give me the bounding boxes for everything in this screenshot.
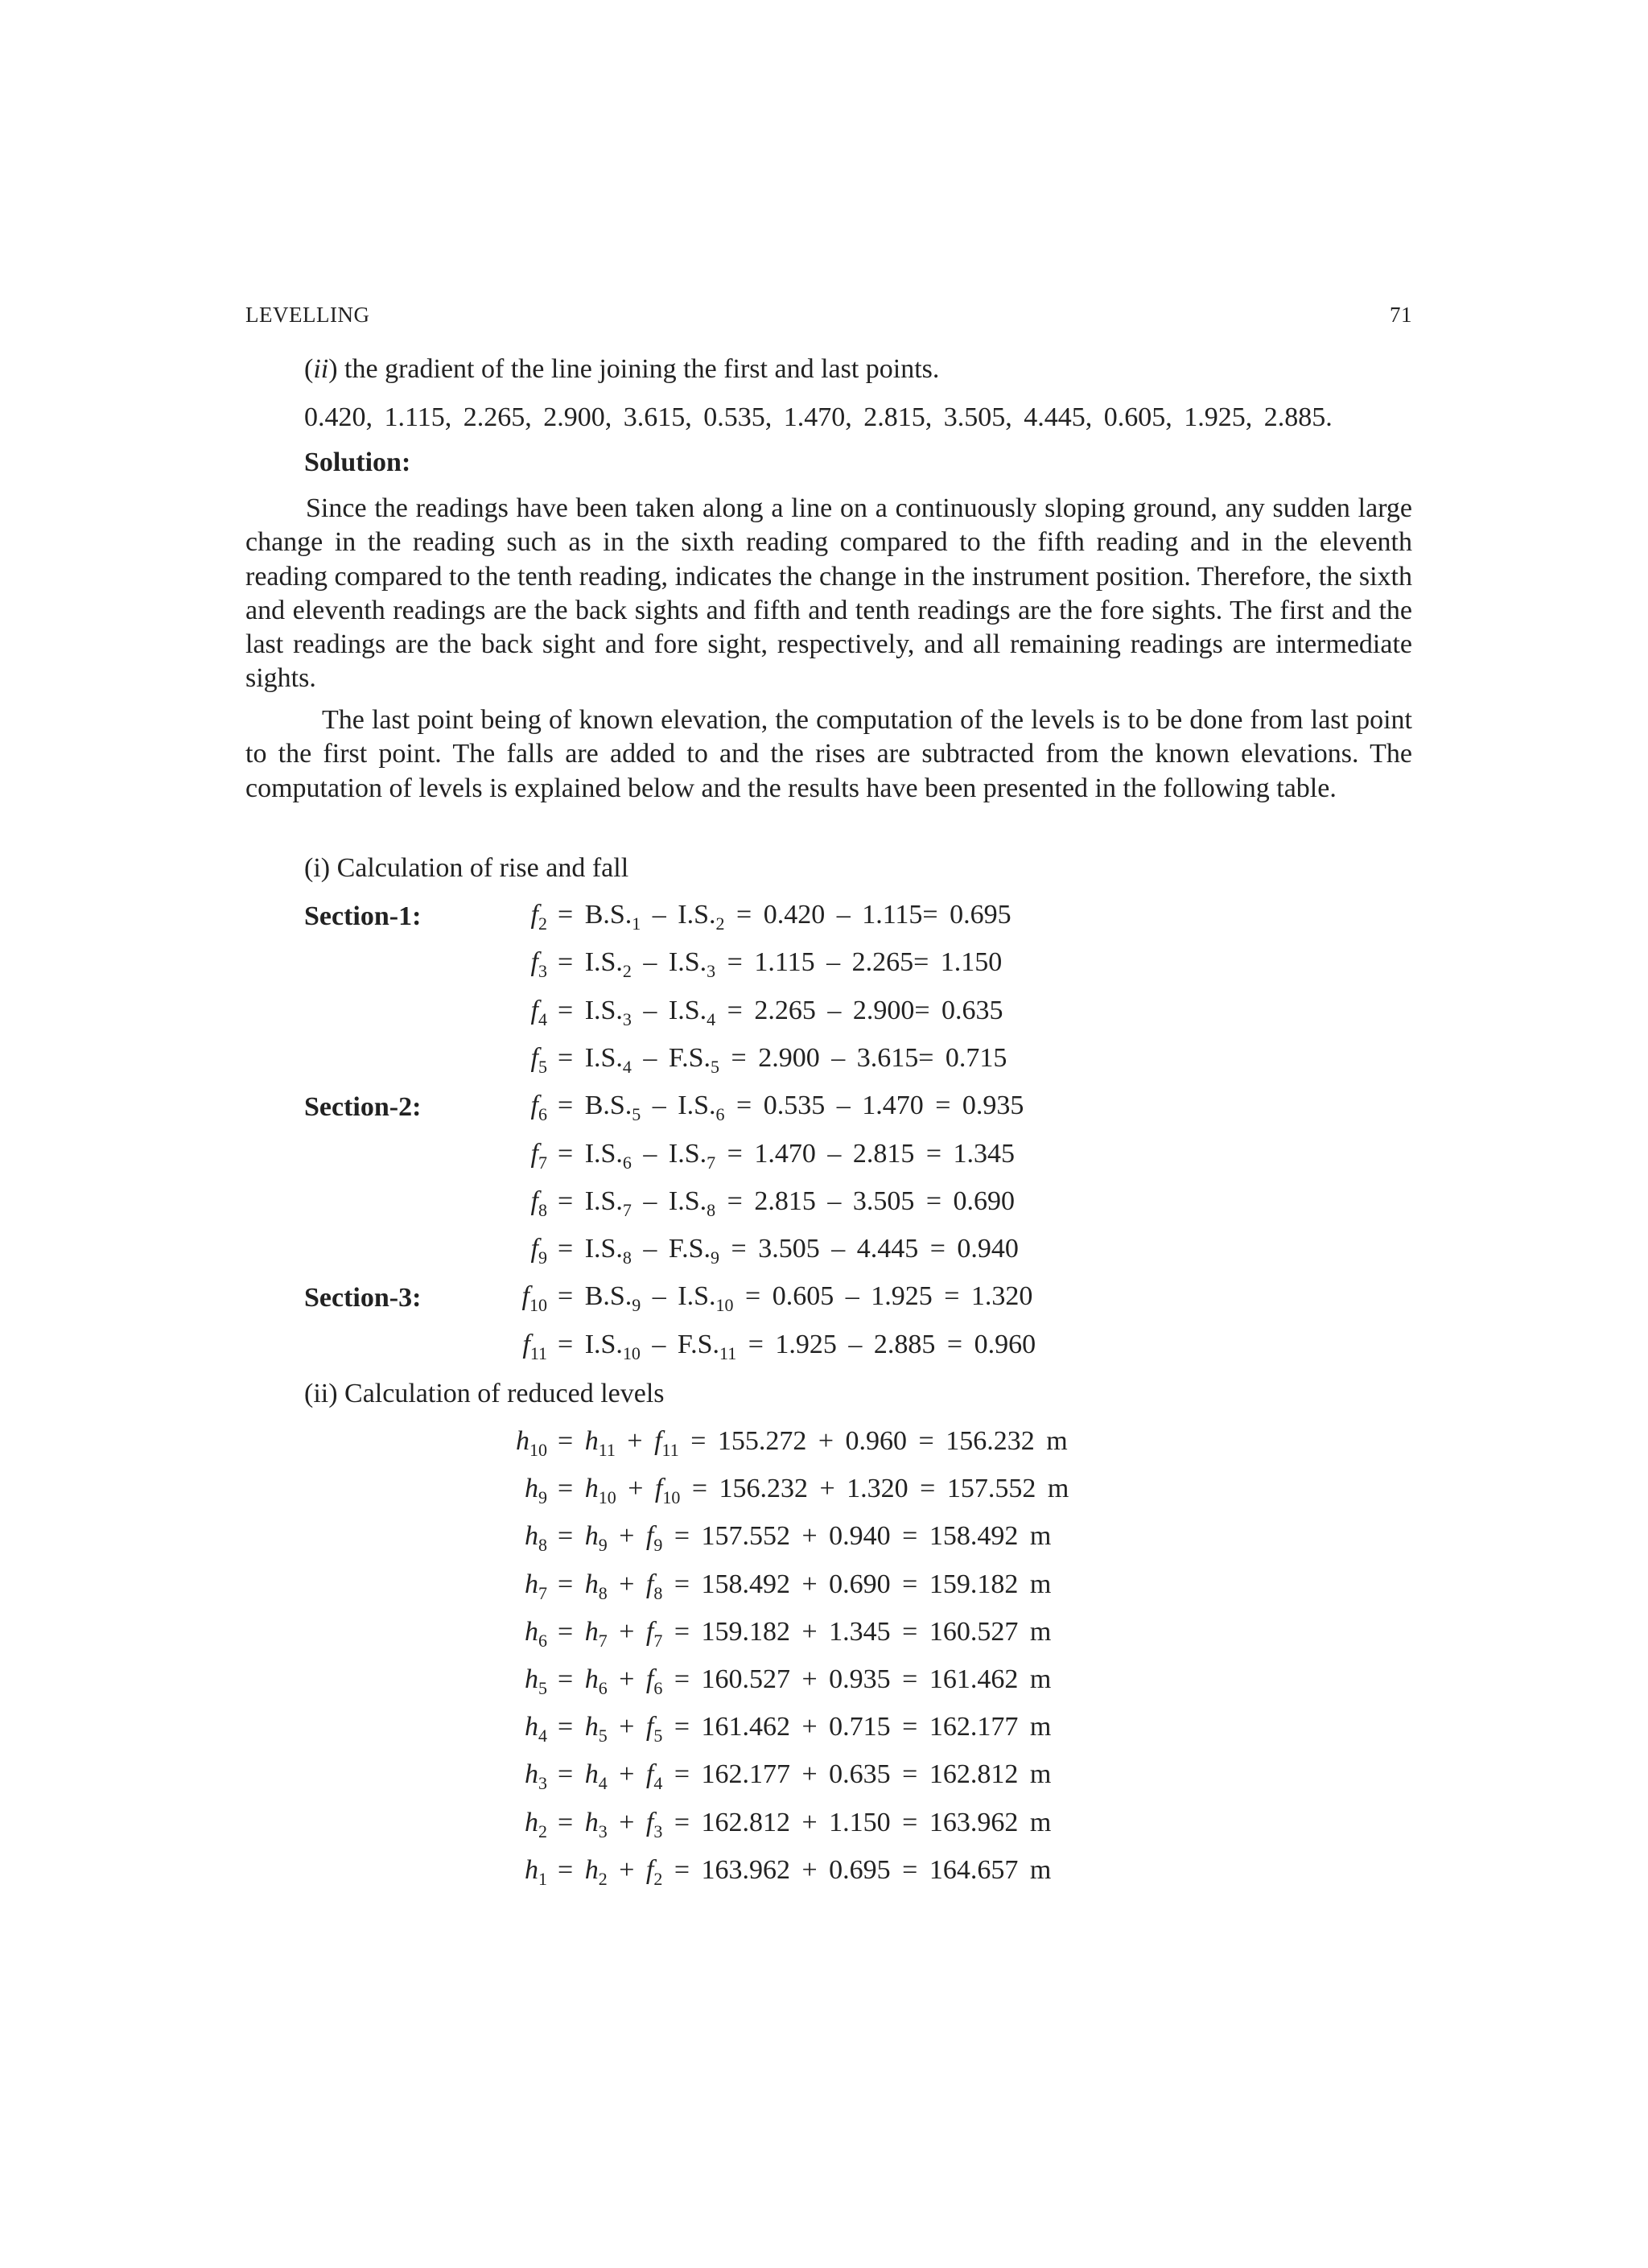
equals-sign: = [558,1234,585,1264]
level-expression [558,1712,1051,1746]
fall-expression [558,1186,1015,1221]
reading-b-sub: 6 [715,1104,725,1125]
rise-fall-row [0,947,1648,988]
equals-sign: = [558,1521,585,1552]
level-symbol [451,1426,547,1461]
chapter-title: LEVELLING [245,303,370,327]
minus-sign: – [631,1042,669,1073]
equals-sign: = [558,1759,585,1790]
level-expression [558,1569,1051,1604]
reading-a: $I.S._4$ [584,1042,632,1077]
fall-var-sub: 11 [529,1342,547,1363]
fall-var-sub: 9 [538,1247,547,1268]
equals-sign: = [558,1426,585,1456]
fall-term: $f_9$ [645,1521,663,1556]
prev-level-sub: 2 [598,1868,608,1889]
prev-level-sub: 5 [598,1726,608,1746]
equals-sign: = [558,947,585,978]
calc-value: = 0.535 – 1.470 = 0.935 [724,1091,1024,1121]
prev-level-sub: 6 [598,1678,608,1698]
calc-value: = 160.527 + 0.935 = 161.462 m [662,1664,1052,1694]
fall-expression [558,900,1011,934]
rise-fall-row [0,900,1648,940]
prev-level-sub: 3 [598,1821,608,1841]
fall-expression [558,1234,1019,1268]
plus-sign: + [607,1854,646,1885]
equals-sign: = [558,1616,585,1647]
problem-text: ) the gradient of the line joining the first and last points. [328,354,940,384]
level-var-sub: 7 [538,1582,547,1603]
reading-a-sub: 5 [632,1104,641,1125]
equals-sign: = [558,1186,585,1216]
level-var-sub: 10 [529,1440,547,1460]
plus-sign: + [607,1712,646,1742]
level-var-sub: 3 [538,1773,547,1794]
section-2-label: Section-2: [304,1092,422,1122]
minus-sign: – [641,900,678,930]
reading-a-sub: 9 [632,1295,641,1316]
level-expression [558,1855,1051,1890]
reading-b-sub: 8 [707,1199,716,1220]
reduced-level-row [0,1712,1648,1752]
level-symbol [451,1521,547,1556]
rise-fall-heading: (i) Calculation of rise and fall [304,853,629,883]
readings-list: 0.420, 1.115, 2.265, 2.900, 3.615, 0.535, 1.470, 2.815, 3.505, 4.445, 0.605, 1.925, 2.885. [304,402,1333,432]
fall-var: $f_4$ [530,995,547,1029]
plus-sign: + [607,1759,646,1790]
minus-sign: – [641,1281,678,1312]
calc-value: = 159.182 + 1.345 = 160.527 m [662,1616,1052,1647]
level-var: $h_7$ [525,1569,547,1603]
rise-fall-row [0,1139,1648,1179]
reading-b: $F.S._{11}$ [677,1329,737,1363]
calc-value: = 3.505 – 4.445 = 0.940 [719,1234,1019,1264]
equals-sign: = [558,1712,585,1742]
page-number: 71 [1390,303,1412,327]
minus-sign: – [631,1186,669,1216]
calc-value: = 1.925 – 2.885 = 0.960 [736,1329,1036,1359]
level-symbol [451,1474,547,1508]
prev-level: $h_4$ [584,1759,608,1794]
calc-value: = 163.962 + 0.695 = 164.657 m [662,1854,1052,1885]
fall-var-sub: 7 [538,1152,547,1173]
reading-b: $F.S._5$ [668,1042,720,1077]
prev-level: $h_6$ [584,1664,608,1698]
minus-sign: – [640,1329,678,1359]
prev-level: $h_8$ [584,1569,608,1603]
prev-level: $h_7$ [584,1616,608,1651]
calc-value: = 161.462 + 0.715 = 162.177 m [662,1712,1052,1742]
calc-value: = 162.812 + 1.150 = 163.962 m [662,1807,1052,1837]
fall-symbol [451,1281,547,1316]
prev-level-sub: 8 [598,1582,608,1603]
level-symbol [451,1759,547,1794]
reduced-level-row [0,1474,1648,1514]
minus-sign: – [631,995,669,1025]
level-expression [558,1474,1069,1508]
level-var: $h_2$ [525,1807,547,1841]
problem-part-ii [304,354,939,385]
level-expression [558,1617,1051,1652]
calc-value: = 1.115 – 2.265= 1.150 [715,947,1003,978]
rise-fall-row [0,1186,1648,1227]
fall-symbol [451,947,547,982]
section-3-label: Section-3: [304,1283,422,1313]
level-var: $h_8$ [525,1521,547,1556]
reduced-level-row [0,1855,1648,1895]
reduced-level-row [0,1569,1648,1610]
prev-level-sub: 4 [598,1773,608,1794]
fall-term: $f_3$ [645,1807,663,1841]
reading-b: $I.S._7$ [668,1138,716,1173]
fall-term-sub: 8 [653,1582,663,1603]
calc-value: = 0.605 – 1.925 = 1.320 [733,1281,1033,1312]
equals-sign: = [558,1807,585,1837]
rise-fall-row [0,1330,1648,1370]
fall-var-sub: 4 [538,1008,547,1029]
prev-level: $h_3$ [584,1807,608,1841]
fall-var: $f_5$ [530,1042,547,1077]
minus-sign: – [631,1138,669,1169]
equals-sign: = [558,1854,585,1885]
fall-var: $f_8$ [530,1186,547,1220]
level-var: $h_4$ [525,1712,547,1746]
reading-a: $B.S._5$ [584,1091,641,1125]
fall-expression [558,996,1003,1030]
fall-term: $f_5$ [645,1712,663,1746]
fall-var: $f_6$ [530,1091,547,1125]
prev-level: $h_{11}$ [584,1426,616,1460]
paragraph-1: Since the readings have been taken along a line on a continuously sloping ground, any sudden large change in the reading such as in the sixth reading compared to the fifth reading and in the eleventh reading compared to the tenth reading, indicates the change in the instrument position. Therefore, the sixth and eleventh readings are the back sights and fifth and tenth readings are the fore sights. The first and the last readings are the back sight and fore sight, respectively, and all remaining readings are intermediate sights. [245,493,1412,694]
plus-sign: + [616,1474,655,1504]
plus-sign: + [607,1807,646,1837]
level-var-sub: 5 [538,1678,547,1698]
reading-a: $B.S._9$ [584,1281,641,1316]
level-var: $h_{10}$ [516,1426,547,1460]
rise-fall-row [0,1043,1648,1083]
level-var-sub: 2 [538,1821,547,1841]
reading-b: $I.S._3$ [668,947,716,982]
reading-b: $I.S._8$ [668,1186,716,1220]
minus-sign: – [641,1091,678,1121]
reduced-level-row [0,1617,1648,1657]
equals-sign: = [558,1664,585,1694]
reading-a: $I.S._6$ [584,1138,632,1173]
reading-b-sub: 10 [715,1295,734,1316]
fall-expression [558,947,1002,982]
level-expression [558,1808,1051,1842]
reading-b-sub: 4 [707,1008,716,1029]
calc-value: = 158.492 + 0.690 = 159.182 m [662,1569,1052,1599]
calc-value: = 0.420 – 1.115= 0.695 [724,900,1011,930]
prev-level-sub: 7 [598,1630,608,1651]
prev-level: $h_2$ [584,1854,608,1889]
reading-b-sub: 3 [707,961,716,982]
fall-var: $f_{10}$ [521,1281,547,1316]
calc-value: = 1.470 – 2.815 = 1.345 [715,1138,1016,1169]
reduced-level-row [0,1426,1648,1466]
reading-a-sub: 7 [622,1199,632,1220]
fall-symbol [451,1186,547,1221]
rise-fall-row [0,1234,1648,1274]
fall-var: $f_3$ [530,947,547,982]
level-expression [558,1426,1068,1461]
equals-sign: = [558,1138,585,1169]
fall-term-sub: 6 [653,1678,663,1698]
reading-a: $I.S._8$ [584,1234,632,1268]
calc-value: = 157.552 + 0.940 = 158.492 m [662,1521,1052,1552]
level-symbol [451,1712,547,1746]
level-symbol [451,1808,547,1842]
prev-level-sub: 10 [598,1487,616,1508]
level-var: $h_5$ [525,1664,547,1698]
reading-b: $I.S._4$ [668,995,716,1029]
level-expression [558,1521,1051,1556]
reading-a-sub: 3 [622,1008,632,1029]
calc-value: = 2.265 – 2.900= 0.635 [715,995,1003,1025]
fall-term-sub: 4 [653,1773,663,1794]
fall-term-sub: 5 [653,1726,663,1746]
paren-open: ( [304,354,314,384]
reading-a-sub: 1 [632,913,641,934]
fall-term: $f_4$ [645,1759,663,1794]
level-expression [558,1759,1051,1794]
minus-sign: – [631,947,669,978]
equals-sign: = [558,995,585,1025]
level-var-sub: 6 [538,1630,547,1651]
fall-expression [558,1281,1032,1316]
plus-sign: + [607,1521,646,1552]
fall-term: $f_7$ [645,1616,663,1651]
level-var: $h_3$ [525,1759,547,1794]
fall-symbol [451,1139,547,1173]
reduced-level-row [0,1759,1648,1800]
equals-sign: = [558,900,585,930]
level-expression [558,1664,1051,1699]
fall-term: $f_{10}$ [654,1474,681,1508]
reading-a: $I.S._7$ [584,1186,632,1220]
calc-value: = 2.815 – 3.505 = 0.690 [715,1186,1016,1216]
level-symbol [451,1569,547,1604]
reading-b-sub: 2 [715,913,725,934]
fall-var-sub: 8 [538,1199,547,1220]
minus-sign: – [631,1234,669,1264]
level-var-sub: 4 [538,1726,547,1746]
reading-b-sub: 11 [719,1342,737,1363]
fall-expression [558,1139,1015,1173]
fall-term: $f_2$ [645,1854,663,1889]
reading-b-sub: 7 [707,1152,716,1173]
fall-symbol [451,1043,547,1078]
reduced-level-row [0,1664,1648,1705]
equals-sign: = [558,1091,585,1121]
reading-a-sub: 10 [622,1342,641,1363]
level-symbol [451,1664,547,1699]
fall-symbol [451,1091,547,1125]
rise-fall-row [0,1281,1648,1322]
level-var-sub: 9 [538,1487,547,1508]
reduced-levels-heading: (ii) Calculation of reduced levels [304,1379,665,1408]
calc-value: = 156.232 + 1.320 = 157.552 m [680,1474,1069,1504]
reading-b-sub: 9 [711,1247,720,1268]
running-head [245,303,1412,335]
level-var: $h_1$ [525,1854,547,1889]
prev-level: $h_5$ [584,1712,608,1746]
section-1-label: Section-1: [304,901,422,931]
plus-sign: + [607,1664,646,1694]
plus-sign: + [607,1616,646,1647]
fall-var: $f_9$ [530,1234,547,1268]
level-var-sub: 1 [538,1868,547,1889]
fall-symbol [451,1234,547,1268]
fall-term-sub: 7 [653,1630,663,1651]
level-symbol [451,1855,547,1890]
fall-var-sub: 2 [538,913,547,934]
level-var: $h_9$ [525,1474,547,1508]
rise-fall-row [0,1091,1648,1131]
reading-a: $I.S._2$ [584,947,632,982]
fall-symbol [451,996,547,1030]
fall-var-sub: 6 [538,1104,547,1125]
plus-sign: + [607,1569,646,1599]
fall-var-sub: 5 [538,1056,547,1077]
reading-b: $I.S._2$ [678,900,725,934]
equals-sign: = [558,1042,585,1073]
fall-symbol [451,1330,547,1364]
plus-sign: + [615,1426,655,1456]
equals-sign: = [558,1281,585,1312]
fall-term-sub: 3 [653,1821,663,1841]
fall-expression [558,1330,1036,1364]
prev-level-sub: 9 [598,1535,608,1556]
fall-term-sub: 11 [661,1440,679,1460]
reading-b: $I.S._{10}$ [678,1281,734,1316]
fall-var: $f_{11}$ [522,1329,547,1363]
level-var-sub: 8 [538,1535,547,1556]
roman-numeral: ii [313,354,329,384]
fall-symbol [451,900,547,934]
paragraph-2: The last point being of known elevation, the computation of the levels is to be done from last point to the first point. The falls are added to and the rises are subtracted from the known elevations. The computation of levels is explained below and the results have been presented in the following table. [245,705,1412,803]
fall-expression [558,1091,1024,1125]
reduced-level-row [0,1808,1648,1848]
reading-a: $I.S._{10}$ [584,1329,641,1363]
fall-term-sub: 10 [662,1487,681,1508]
fall-var: $f_7$ [530,1138,547,1173]
calc-value: = 155.272 + 0.960 = 156.232 m [678,1426,1068,1456]
reading-b: $I.S._6$ [678,1091,725,1125]
fall-term: $f_6$ [645,1664,663,1698]
calc-value: = 162.177 + 0.635 = 162.812 m [662,1759,1052,1790]
solution-heading: Solution: [304,447,411,477]
reading-b-sub: 5 [711,1056,720,1077]
fall-expression [558,1043,1007,1078]
fall-var-sub: 10 [529,1295,547,1316]
level-var: $h_6$ [525,1616,547,1651]
equals-sign: = [558,1474,585,1504]
prev-level-sub: 11 [598,1440,616,1460]
prev-level: $h_9$ [584,1521,608,1556]
calc-value: = 2.900 – 3.615= 0.715 [719,1042,1007,1073]
reading-a-sub: 8 [622,1247,632,1268]
fall-term: $f_{11}$ [654,1426,679,1460]
level-symbol [451,1617,547,1652]
fall-term-sub: 2 [653,1868,663,1889]
equals-sign: = [558,1329,585,1359]
reading-a: $B.S._1$ [584,900,641,934]
reduced-level-row [0,1521,1648,1561]
prev-level: $h_{10}$ [584,1474,616,1508]
reading-a-sub: 4 [622,1056,632,1077]
equals-sign: = [558,1569,585,1599]
rise-fall-row [0,996,1648,1036]
reading-a-sub: 6 [622,1152,632,1173]
reading-a: $I.S._3$ [584,995,632,1029]
reading-b: $F.S._9$ [668,1234,720,1268]
fall-var-sub: 3 [538,961,547,982]
fall-term-sub: 9 [653,1535,663,1556]
reading-a-sub: 2 [622,961,632,982]
fall-var: $f_2$ [530,900,547,934]
fall-term: $f_8$ [645,1569,663,1603]
